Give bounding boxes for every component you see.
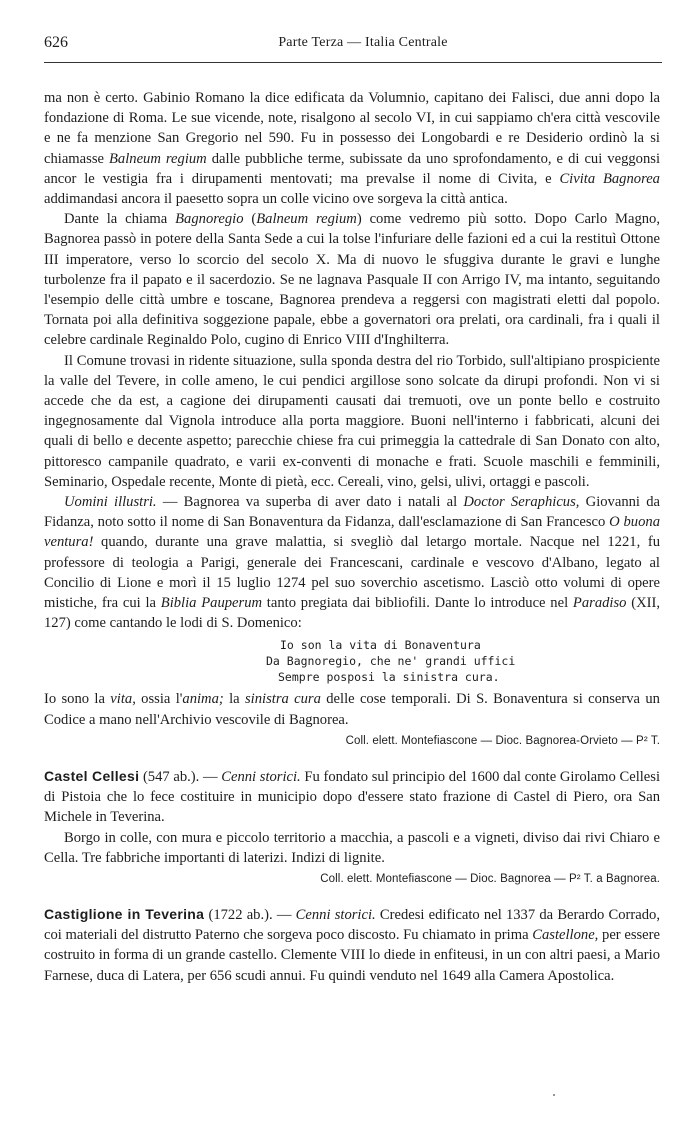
italic-run: Uomini illustri.	[64, 494, 157, 511]
italic-run: Cenni storici.	[221, 768, 301, 785]
italic-run: Civita Bagnorea	[559, 170, 660, 187]
paragraph-history	[44, 209, 660, 350]
text-run: tanto pregiata dai bibliofili. Dante lo introduce nel	[262, 595, 573, 612]
paragraph-origins	[44, 88, 660, 209]
text-run: Fu fondato sul principio del 1600 dal conte Girolamo Cellesi di Pistoia che lo fece costituire in municipio dopo d'essere stato frazione di Castel di Piero, ora San Michele in Teverina.	[44, 768, 661, 826]
text-run: Giovanni da Fidanza, noto sotto il nome di San Bonaventura da Fidanza, dall'esclamazione di San Francesco	[44, 494, 660, 531]
verse-line: Da Bagnoregio, che ne' grandi uffici	[266, 654, 516, 669]
text-run: (XII, 127) come cantando le lodi di S. Domenico:	[44, 595, 660, 632]
entry-paragraph: Borgo in colle, con mura e piccolo territorio a macchia, a pascoli e a vigneti, diviso dai rivi Chiaro e Cella. Tre fabbriche importanti di laterizi. Indizi di lignite.	[44, 829, 660, 866]
italic-run: sinistra cura	[245, 691, 321, 708]
italic-run: Bagnoregio	[175, 211, 244, 228]
verse-line: Sempre posposi la sinistra cura.	[278, 670, 500, 685]
text-run: delle cose temporali. Di S. Bonaventura si conserva un Codice a mano nell'Archivio vescovile di Bagnorea.	[44, 691, 660, 728]
page-number: 626	[44, 34, 68, 51]
entry-paragraph	[44, 904, 660, 986]
text-run: la	[223, 691, 245, 708]
italic-run: Balneum regium	[109, 150, 207, 167]
paragraph-commune: Il Comune trovasi in ridente situazione, sulla sponda destra del rio Torbido, sull'altipiano prospiciente la valle del Tevere, in colle ameno, le cui pendici argillose sono solcate da dirupi profondi. Non vi si accede che da est, a cagione dei dirupamenti causati dai tremuoti, ove un ponte bello e costruito ingegnosamente dal Vignola introduce alla porta maggiore. Buoni nell'interno i fabbricati, alcuni dei quali di bello e decente aspetto; parecchie chiese fra cui primeggia la cattedrale di San Donato con alto, pittoresco campanile quadrato, e varii ex-conventi di monache e frati. Scuole maschili e femminili, Seminario, Ospedale recente, Monte di pietà, ecc. Cereali, vino, gelsi, ulivi, ortaggi e pascoli.	[44, 352, 660, 490]
text-run: Credesi edificato nel 1337 da Berardo Corrado, coi materiali del distrutto Paterno che sorgeva poco discosto. Fu chiamato in prima	[44, 906, 661, 944]
text-run: addimandasi ancora il paesetto sopra un colle vicino ove sorgeva la città antica.	[44, 191, 508, 208]
text-run: (1722 ab.). —	[204, 906, 296, 923]
dante-verse	[44, 637, 660, 685]
paragraph-illustrious-men	[44, 492, 660, 633]
italic-run: Biblia Pauperum	[160, 595, 263, 612]
entry-castiglione-in-teverina	[44, 904, 660, 986]
text-run: ma non è certo. Gabinio Romano la dice edificata da Volumnio, capitano dei Falisci, due anni dopo la fondazione di Roma. Le sue vicende, note, risalgono al secolo VI, in cui sappiamo ch'era città vescovile e ne fa menzione San Gregorio nel 590. Fu in possesso dei Longobardi e re Desiderio ordinò la si chiamasse	[44, 90, 660, 167]
italic-run: Balneum regium	[256, 211, 357, 228]
text-run: (	[243, 211, 257, 228]
text-run: per essere costruito in forma di un grande castello. Clemente VIII lo diede in enfiteusi, in un con altri paesi, a Mario Farnese, duca di Latera, per 656 scudi annui. Fu quindi venduto nel 1649 alla Camera Apostolica.	[44, 927, 660, 984]
running-title: Parte Terza — Italia Centrale	[278, 35, 448, 50]
text-run: dalle pubbliche terme, subissate da uno sprofondamento, e di cui veggonsi ancor le vestigia fra i dirupamenti mentovati; ma prevalse il nome di Civita, e	[44, 150, 660, 187]
italic-run: Castellone,	[532, 927, 599, 944]
text-run: Io sono la	[44, 691, 111, 708]
entry-castel-cellesi	[44, 766, 660, 888]
italic-run: Paradiso	[572, 595, 627, 612]
italic-run: anima;	[182, 691, 224, 708]
page-body	[44, 88, 660, 986]
verse-line: Io son la vita di Bonaventura	[280, 638, 481, 653]
entry-paragraph	[44, 766, 660, 828]
page-header	[44, 30, 662, 56]
paragraph-verse-gloss	[44, 689, 660, 729]
collegio-note: Coll. elett. Montefiascone — Dioc. Bagnorea — P² T. a Bagnorea.	[320, 872, 660, 885]
text-run: (547 ab.). —	[139, 768, 222, 785]
italic-run: Doctor Seraphicus,	[463, 494, 580, 511]
entry-title: Castel Cellesi	[44, 767, 140, 784]
text-run: ) come vedremo più sotto. Dopo Carlo Magno, Bagnorea passò in potere della Santa Sede a cui la tolse l'infuriare delle fazioni ed a cui la restituì Ottone III imperatore, verso lo scorcio del secolo X. Ma di nuovo le sfuggiva durante le gravi e lunghe turbolenze fra il papato e il sacerdozio. Se ne lagnava Pasquale II con Arrigo IV, ma intanto, seguitando l'esempio delle città umbre e toscane, Bagnorea prendeva a reggersi con magistrati eletti dal popolo. Tornata poi alla definitiva soggezione papale, ebbe a governatori ora prelati, ora cardinali, fra i quali il celebre cardinale Reginaldo Polo, cugino di Enrico VIII d'Inghilterra.	[44, 211, 660, 349]
collegio-note: Coll. elett. Montefiascone — Dioc. Bagnorea-Orvieto — P² T.	[345, 734, 660, 747]
italic-run: vita	[110, 691, 133, 708]
text-run: — Bagnorea va superba di aver dato i natali al	[156, 494, 464, 511]
entry-title: Castiglione in Teverina	[44, 905, 205, 922]
text-run: quando, durante una grave malattia, si svegliò dal letargo mortale. Nacque nel 1221, fu professore di teologia a Parigi, generale dei Francescani, cardinale e vescovo d'Albano, legato al Concilio di Lione e morì il 15 luglio 1274 pel suo soverchio ascetismo. Lasciò otto volumi di opere mistiche, fra cui la	[44, 534, 660, 612]
text-run: , ossia l'	[132, 691, 183, 708]
text-run: Dante la chiama	[64, 211, 176, 228]
italic-run: O buona ventura!	[44, 514, 660, 551]
italic-run: Cenni storici.	[295, 906, 376, 923]
header-rule	[44, 62, 662, 63]
ink-speck	[553, 1094, 555, 1096]
